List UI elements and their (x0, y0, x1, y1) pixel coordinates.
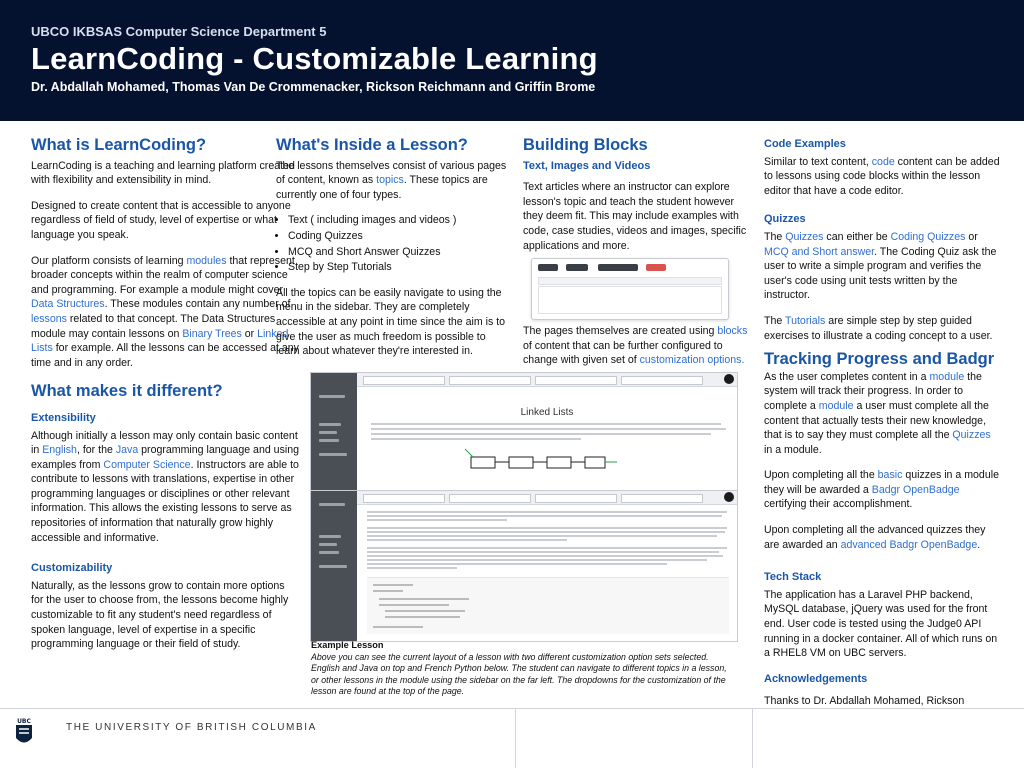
advanced-badge-paragraph: Upon completing all the advanced quizzes they are awarded an advanced Badgr OpenBadge. (764, 524, 986, 551)
accessibility-paragraph: Designed to create content that is accessible to anyone regardless of field of study, level of expertise or what language you speak. (31, 199, 291, 241)
heading-building-blocks: Building Blocks (523, 136, 648, 154)
keyword-data-structures: Data Structures (31, 298, 105, 311)
blocks-paragraph-wrap (523, 324, 751, 379)
keyword-binary-trees: Binary Trees (182, 327, 242, 340)
heading-tracking-progress: Tracking Progress and Badgr (764, 350, 995, 369)
keyword-modules: modules (186, 254, 227, 267)
text-articles-paragraph: Text articles where an instructor can explore lesson's topic and teach the student however they deem fit. This may include examples with code, case studies, videos and images, specific applications and more. (523, 181, 747, 252)
topic-types-list (276, 213, 511, 274)
ubc-logo-text: UBC (17, 718, 31, 725)
department-label: UBCO IKBSAS Computer Science Department 5 (31, 24, 327, 39)
lesson-page-title: Linked Lists (520, 407, 574, 418)
quizzes-paragraph: The Quizzes can either be Coding Quizzes or MCQ and Short answer. The Coding Quiz ask the user to write a simple program and verifies the user's code using unit tests written by the instructor. (764, 230, 997, 302)
tracking-paragraph: As the user completes content in a module the system will track their progress. In order to complete a module a user must complete all the content that actually tests their new knowledge, that is to say they must complete all the Quizzes in a module. (764, 370, 991, 456)
footer-divider (515, 708, 516, 768)
tech-stack-paragraph: The application has a Laravel PHP backend, MySQL database, jQuery was used for the front end. User code is tested using the Judge0 API running in a docker container. All of which runs on a RHEL8 VM on UBC servers. (764, 588, 998, 660)
code-block (367, 577, 729, 634)
heading-customizability: Customizability (31, 562, 113, 575)
extensibility-paragraph: Although initially a lesson may only contain basic content in English, for the Java programming language and using examples from Computer Science. Instructors are able to contribute to lessons with translations, expertise in other programming languages or disciplines or other relevant information. This allows the existing lessons to serve as repositories of information that naturally grow highly accessible and informative. (31, 429, 299, 544)
customization-dropdowns (357, 491, 737, 505)
heading-inside-lesson: What's Inside a Lesson? (276, 136, 468, 154)
footer-divider (752, 708, 753, 768)
heading-quizzes: Quizzes (764, 213, 806, 226)
heading-code-examples: Code Examples (764, 138, 846, 150)
basic-badge-paragraph: Upon completing all the basic quizzes in a module they will be awarded a Badgr OpenBadge certifying their accomplishment. (764, 469, 999, 511)
heading-what-is: What is LearnCoding? (31, 136, 207, 154)
customizability-paragraph: Naturally, as the lessons grow to contain more options for the user to choose from, the lessons become highly customizable to fit any student's need regardless of spoken language, level of expertise in a specific programming language or their field of study. (31, 579, 289, 651)
list-item: • Step by Step Tutorials (288, 260, 511, 275)
university-name: THE UNIVERSITY OF BRITISH COLUMBIA (66, 722, 317, 733)
customization-dropdowns (357, 373, 737, 387)
code-paragraph: Similar to text content, code content can be added to lessons using code blocks within the lesson editor that have a code editor. (764, 155, 1000, 197)
column-2 (276, 138, 511, 370)
heading-acknowledgements: Acknowledgements (764, 672, 868, 685)
ubc-crest-icon (14, 716, 34, 748)
footer (0, 708, 1024, 769)
caption-text: Above you can see the current layout of a lesson with two different customization option sets selected. English and Java on top and French Python below. The student can navigate to different topics in a lesson, or other lessons in the module using the sidebar on the far left. The dropdowns for the customization of the lesson are found at the top of the page. (311, 651, 727, 696)
list-item: • Text ( including images and videos ) (288, 213, 511, 228)
intro-paragraph: LearnCoding is a teaching and learning platform created with flexibility and extensibility in mind. (31, 159, 295, 187)
lesson-sidebar (311, 373, 357, 491)
list-item: • MCQ and Short Answer Quizzes (288, 245, 511, 260)
lesson-sidebar (311, 491, 357, 641)
blocks-paragraph: The pages themselves are created using blocks of content that can be further configured to change with given set of customization options. (523, 325, 748, 367)
heading-tech-stack: Tech Stack (764, 571, 822, 584)
modules-paragraph: Our platform consists of learning modules that represent broader concepts within the realm of computer science and programming. For example a module might cover Data Structures. These modules contain any number of lessons related to that concept. The Data Structures module may contain lessons on Binary Trees or Linked Lists for example. All the lessons can be accessed at any time and in any order. (31, 254, 299, 369)
poster-title: LearnCoding - Customizable Learning (31, 41, 598, 76)
tutorials-paragraph: The Tutorials are simple step by step guided exercises to illustrate a coding concept to a user. (764, 314, 993, 342)
lesson-editor-screenshot (531, 258, 729, 320)
column-3 (523, 138, 751, 264)
keyword-linked-lists: Linked Lists (31, 327, 289, 355)
acknowledgements-paragraph: Thanks to Dr. Abdallah Mohamed, Rickson (764, 695, 965, 708)
linked-list-diagram (461, 447, 621, 479)
heading-what-makes-different: What makes it different? (31, 382, 223, 401)
column-1 (31, 138, 299, 663)
lesson-screenshot-english-java (310, 372, 738, 492)
lesson-screenshot-french-python (310, 490, 738, 642)
keyword-topics: topics (376, 174, 404, 187)
list-item: • Coding Quizzes (288, 229, 511, 244)
example-lesson-caption (311, 640, 736, 698)
keyword-lessons: lessons (31, 312, 67, 325)
column-4 (764, 137, 1000, 764)
topics-paragraph: The lessons themselves consist of various pages of content, known as topics. These topics are currently one of four types. (276, 159, 507, 201)
navigation-paragraph: All the topics can be easily navigate to using the menu in the sidebar. They are completely accessible at any point in time since the aim is to give the user as much freedom is possible to learn about whatever they're interested in. (276, 286, 506, 358)
heading-extensibility: Extensibility (31, 411, 96, 424)
heading-text-images-videos: Text, Images and Videos (523, 159, 651, 172)
authors: Dr. Abdallah Mohamed, Thomas Van De Crommenacker, Rickson Reichmann and Griffin Brome (31, 80, 596, 94)
caption-title: Example Lesson (311, 640, 384, 650)
poster-header (0, 0, 1024, 121)
